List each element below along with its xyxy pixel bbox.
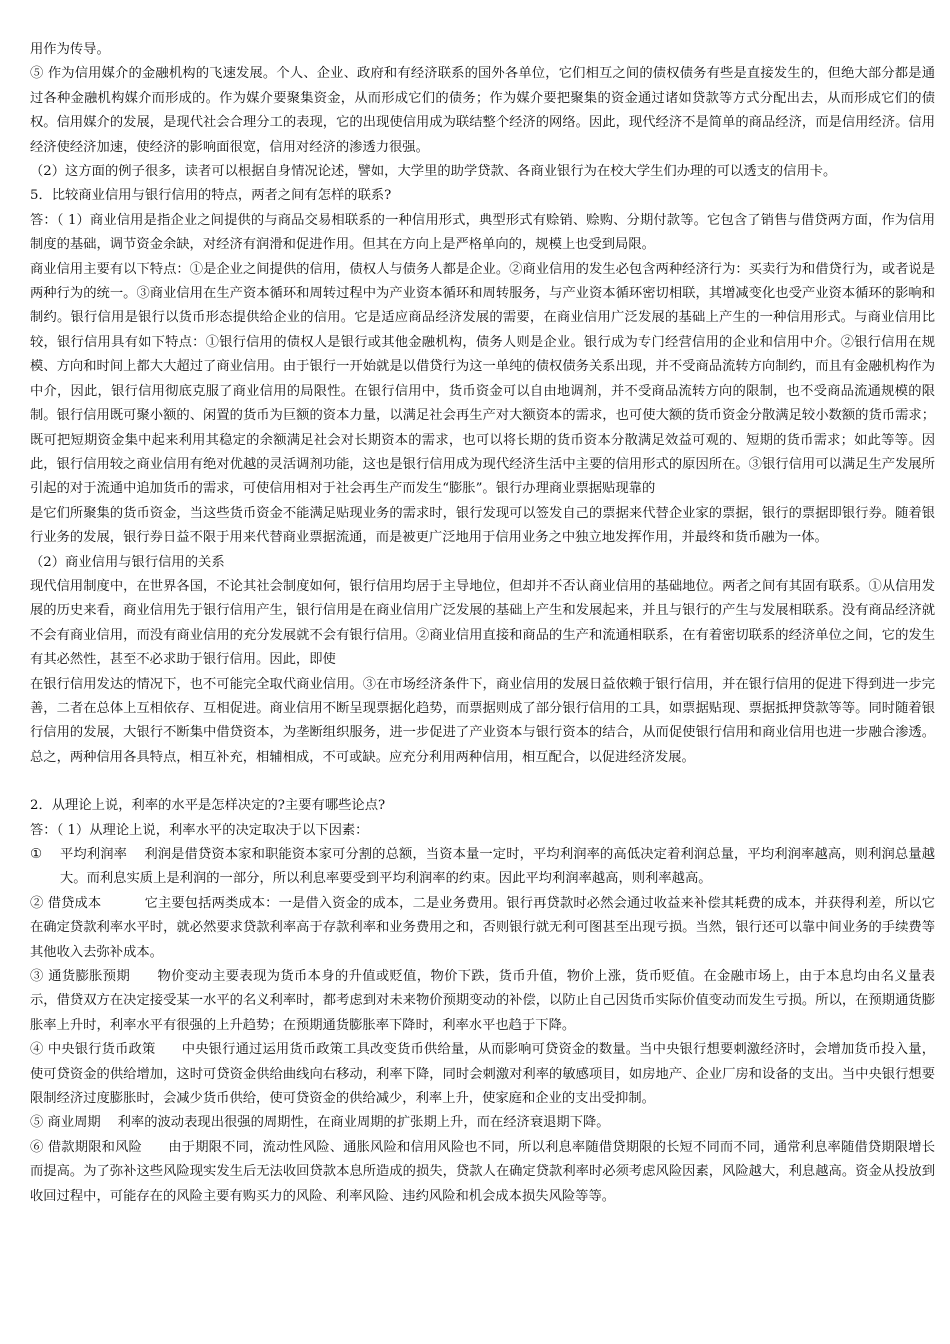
paragraph: 商业信用主要有以下特点：①是企业之间提供的信用，债权人与债务人都是企业。②商业信用的发生必包含两种经济行为：买卖行为和借贷行为，或者说是两种行为的统一。③商业信用在生产资本循环和周转过程中为产业资本循环和周转服务，与产业资本循环密切相联，其增减变化也受产业资本循环的影响和制约。银行信用是银行以货币形态提供给企业的信用。它是适应商品经济发展的需要，在商业信用广泛发展的基础上产生的一种信用形式。与商业信用比较，银行信用具有如下特点：①银行信用的债权人是银行或其他金融机构，债务人则是企业。银行成为专门经营信用的企业和信用中介。②银行信用在规模、方向和时间上都大大超过了商业信用。由于银行一开始就是以借贷行为这一单纯的债权债务关系出现，并不受商品流转方向制约，而且有金融机构作为中介，因此，银行信用彻底克服了商业信用的局限性。在银行信用中，货币资金可以自由地调剂，并不受商品流转方向的限制，也不受商品流通规模的限制。银行信用既可聚小额的、闲置的货币为巨额的资本力量，以满足社会再生产对大额资本的需求，也可使大额的货币资金分散满足较小数额的货币需求；既可把短期资金集中起来利用其稳定的余额满足社会对长期资本的需求，也可以将长期的货币资本分散满足效益可观的、短期的货币需求；如此等等。因此，银行信用较之商业信用有绝对优越的灵活调剂功能，这也是银行信用成为现代经济生活中主要的信用形式的原因所在。③银行信用可以满足生产发展所引起的对于流通中追加货币的需求，可使信用相对于社会再生产而发生“膨胀”。银行办理商业票据贴现靠的 xyxy=(30,261,935,497)
paragraph: 是它们所聚集的货币资金，当这些货币资金不能满足贴现业务的需求时，银行发现可以签发自己的票据来代替企业家的票据，银行的票据即银行券。随着银行业务的发展，银行券日益不限于用来代替商业票据流通，而是被更广泛地用于信用业务之中独立地发挥作用，并最终和货币融为一体。 xyxy=(30,505,935,546)
item-number: ① xyxy=(30,847,42,862)
answer-intro: 答：（ 1）从理论上说，利率水平的决定取决于以下因素： xyxy=(30,822,369,838)
factor-item-inflation-expectation: ③ 通货膨胀预期 物价变动主要表现为货币本身的升值或贬值，物价下跌，货币升值，物价上涨，货币贬值。在金融市场上，由于本息均由名义量表示，借贷双方在决定接受某一水平的名义利率时，都考虑到对未来物价预期变动的补偿，以防止自己因货币实际价值变动而发生亏损。所以，在预期通货膨胀率上升时，利率水平有很强的上升趋势；在预期通货膨胀率下降时，利率水平也趋于下降。 xyxy=(30,969,935,1033)
question-heading: 2．从理论上说，利率的水平是怎样决定的?主要有哪些论点? xyxy=(30,798,386,814)
paragraph: 现代信用制度中，在世界各国，不论其社会制度如何，银行信用均居于主导地位，但却并不否认商业信用的基础地位。两者之间有其固有联系。①从信用发展的历史来看，商业信用先于银行信用产生，银行信用是在商业信用广泛发展的基础上产生和发展起来，并且与银行的产生与发展相联系。没有商品经济就不会有商业信用，而没有商业信用的充分发展就不会有银行信用。②商业信用直接和商品的生产和流通相联系，在有着密切联系的经济单位之间，它的发生有其必然性，甚至不必求助于银行信用。因此，即使 xyxy=(30,578,935,668)
section-gap xyxy=(30,770,935,794)
factor-item-term-and-risk: ⑥ 借款期限和风险 由于期限不同，流动性风险、通胀风险和信用风险也不同，所以利息率随借贷期限的长短不同而不同，通常利息率随借贷期限增长而提高。为了弥补这些风险现实发生后无法收回贷款本息所造成的损失，贷款人在确定贷款利率时必须考虑风险因素，风险越大，利息越高。资金从投放到收回过程中，可能存在的风险主要有购买力的风险、利率风险、违约风险和机会成本损失风险等等。 xyxy=(30,1139,935,1204)
factor-item-business-cycle: ⑤ 商业周期 利率的波动表现出很强的周期性，在商业周期的扩张期上升，而在经济衰退期下降。 xyxy=(30,1115,610,1131)
factor-item-monetary-policy: ④ 中央银行货币政策 中央银行通过运用货币政策工具改变货币供给量，从而影响可贷资金的数量。当中央银行想要刺激经济时，会增加货币投入量，使可贷资金的供给增加，这时可贷资金供给曲线向右移动，利率下降，同时会刺激对利率的敏感项目，如房地产、企业厂房和设备的支出。当中央银行想要限制经济过度膨胀时，会减少货币供给，使可贷资金的供给减少，利率上升，使家庭和企业的支出受抑制。 xyxy=(30,1042,935,1107)
paragraph: 在银行信用发达的情况下，也不可能完全取代商业信用。③在市场经济条件下，商业信用的发展日益依赖于银行信用，并在银行信用的促进下得到进一步完善，二者在总体上互相依存、互相促进。商业信用不断呈现票据化趋势，而票据则成了部分银行信用的工具，如票据贴现、票据抵押贷款等等。同时随着银行信用的发展，大银行不断集中借贷资本，为垄断组织服务，进一步促进了产业资本与银行资本的结合，从而促使银行信用和商业信用也进一步融合渗透。总之，两种信用各具特点，相互补充，相辅相成，不可或缺。应充分利用两种信用，相互配合，以促进经济发展。 xyxy=(30,676,935,765)
document-page xyxy=(30,38,935,1209)
paragraph: ⑤ 作为信用媒介的金融机构的飞速发展。个人、企业、政府和有经济联系的国外各单位，它们相互之间的债权债务有些是直接发生的，但绝大部分都是通过各种金融机构媒介而形成的。作为媒介要聚集资金，从而形成它们的债务；作为媒介要把聚集的资金通过诸如贷款等方式分配出去，从而形成它们的债权。信用媒介的发展，是现代社会合理分工的表现，它的出现使信用成为联结整个经济的网络。因此，现代经济不是简单的商品经济，而是信用经济。信用经济使经济加速，使经济的影响面很宽，信用对经济的渗透力很强。 xyxy=(30,66,935,155)
factor-item-average-profit xyxy=(30,843,935,892)
item-body xyxy=(60,843,935,892)
paragraph: 用作为传导。 xyxy=(30,42,110,57)
paragraph: （2）这方面的例子很多，读者可以根据自身情况论述，譬如，大学里的助学贷款、各商业银行为在校大学生们办理的可以透支的信用卡。 xyxy=(30,164,837,180)
question-heading: 5．比较商业信用与银行信用的特点，两者之间有怎样的联系? xyxy=(30,188,392,204)
subheading: （2）商业信用与银行信用的关系 xyxy=(30,554,225,570)
paragraph: 答：（ 1）商业信用是指企业之间提供的与商品交易相联系的一种信用形式，典型形式有赊销、赊购、分期付款等。它包含了销售与借贷两方面，作为信用制度的基础，调节资金余缺，对经济有润滑和促进作用。但其在方向上是严格单向的，规模上也受到局限。 xyxy=(30,212,935,253)
factor-item-borrowing-cost: ② 借贷成本 它主要包括两类成本：一是借入资金的成本，二是业务费用。银行再贷款时必然会通过收益来补偿其耗费的成本，并获得利差，所以它在确定贷款利率水平时，就必然要求贷款利率高于存款利率和业务费用之和，否则银行就无利可图甚至出现亏损。当然，银行还可以靠中间业务的手续费等其他收入去弥补成本。 xyxy=(30,895,935,960)
item-text: 利润是借贷资本家和职能资本家可分割的总额，当资本量一定时，平均利润率的高低决定着利润总量，平均利润率越高，则利润总量越大。而利息实质上是利润的一部分，所以利息率要受到平均利润率的约束。因此平均利润率越高，则利率越高。 xyxy=(60,847,935,887)
item-term: 平均利润率 xyxy=(60,847,145,862)
